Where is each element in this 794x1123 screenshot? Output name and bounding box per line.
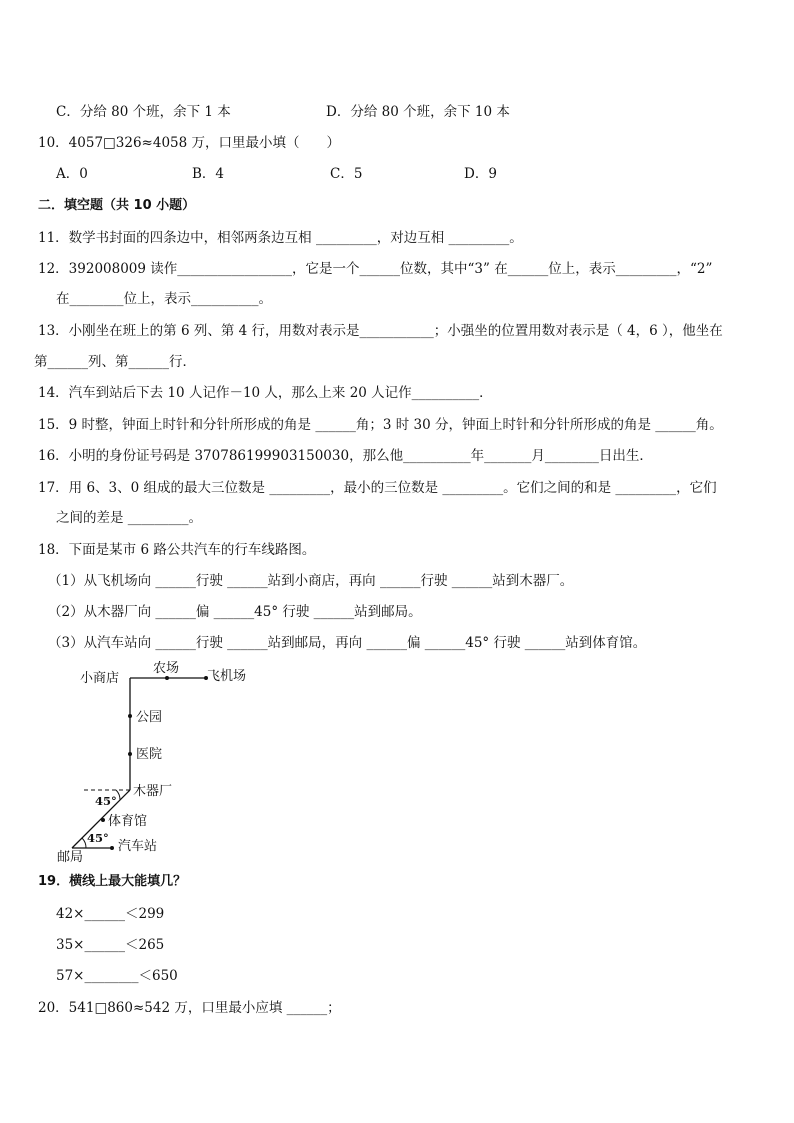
label-hospital: 医院 [136,747,163,762]
question-20: 20．541□860≈542 万，口里最小应填 ______； [38,1000,341,1016]
label-gym: 体育馆 [108,814,148,829]
label-park: 公园 [136,710,163,725]
question-19-part2: 35×______＜265 [56,937,165,953]
stop-dot-hospital [128,752,132,756]
stop-dot-park [128,714,132,718]
label-bus: 汽车站 [118,839,158,854]
stop-dot-gym [101,818,105,822]
question-13-line1: 13．小刚坐在班上的第 6 列、第 4 行，用数对表示是___________；小强坐的位置用数对表示是（ 4，6 ），他坐在 [38,323,723,339]
question-18-part3: （3）从汽车站向 ______行驶 ______站到邮局，再向 ______偏 ______45° 行驶 ______站到体育馆。 [48,635,647,651]
question-18-part2: （2）从木器厂向 ______偏 ______45° 行驶 ______站到邮局。 [48,604,422,620]
angle-label-top: 45° [95,794,117,808]
question-14: 14．汽车到站后下去 10 人记作－10 人，那么上来 20 人记作__________． [38,385,493,401]
question-18: 18．下面是某市 6 路公共汽车的行车线路图。 [38,542,316,558]
question-13-line2: 第______列、第______行． [34,354,196,370]
label-airport: 飞机场 [207,669,247,684]
label-farm: 农场 [153,661,180,676]
question-10: 10．4057□326≈4058 万，口里最小填（ ） [38,135,341,151]
stop-dot-farm [165,676,169,680]
angle-label-bottom: 45° [87,831,109,845]
question-11: 11．数学书封面的四条边中，相邻两条边互相 _________，对边互相 _________。 [38,230,523,246]
question-19-part3: 57×________＜650 [56,968,178,984]
option-10b: B．4 [192,166,225,182]
question-12-line2: 在________位上，表示__________。 [56,291,272,307]
question-19-part1: 42×______＜299 [56,906,165,922]
question-15: 15．9 时整，钟面上时针和分针所形成的角是 ______角；3 时 30 分，钟面上时针和分针所形成的角是 ______角。 [38,417,723,433]
label-factory: 木器厂 [133,784,173,799]
option-10c: C．5 [330,166,363,182]
option-10a: A．0 [56,166,88,182]
option-9d: D．分给 80 个班，余下 10 本 [326,104,510,120]
question-19: 19．横线上最大能填几？ [38,874,187,889]
bus-route-map [50,655,260,870]
question-17-line1: 17．用 6、3、0 组成的最大三位数是 _________，最小的三位数是 _________。它们之间的和是 _________，它们 [38,480,717,496]
label-shop: 小商店 [80,671,120,686]
question-16: 16．小明的身份证号码是 370786199903150030，那么他__________年_______月________日出生． [38,448,653,464]
stop-dot-bus [110,846,114,850]
angle-arc-bottom [82,838,86,848]
label-post: 邮局 [57,850,84,865]
section-heading: 二．填空题（共 10 小题） [38,198,196,213]
question-18-part1: （1）从飞机场向 ______行驶 ______站到小商店，再向 ______行驶 ______站到木器厂。 [48,573,574,589]
question-12-line1: 12．392008009 读作_________________，它是一个______位数，其中“3” 在______位上，表示_________，“2” [38,261,713,277]
option-10d: D．9 [464,166,497,182]
option-9c: C．分给 80 个班，余下 1 本 [56,104,231,120]
question-17-line2: 之间的差是 _________。 [56,510,203,526]
